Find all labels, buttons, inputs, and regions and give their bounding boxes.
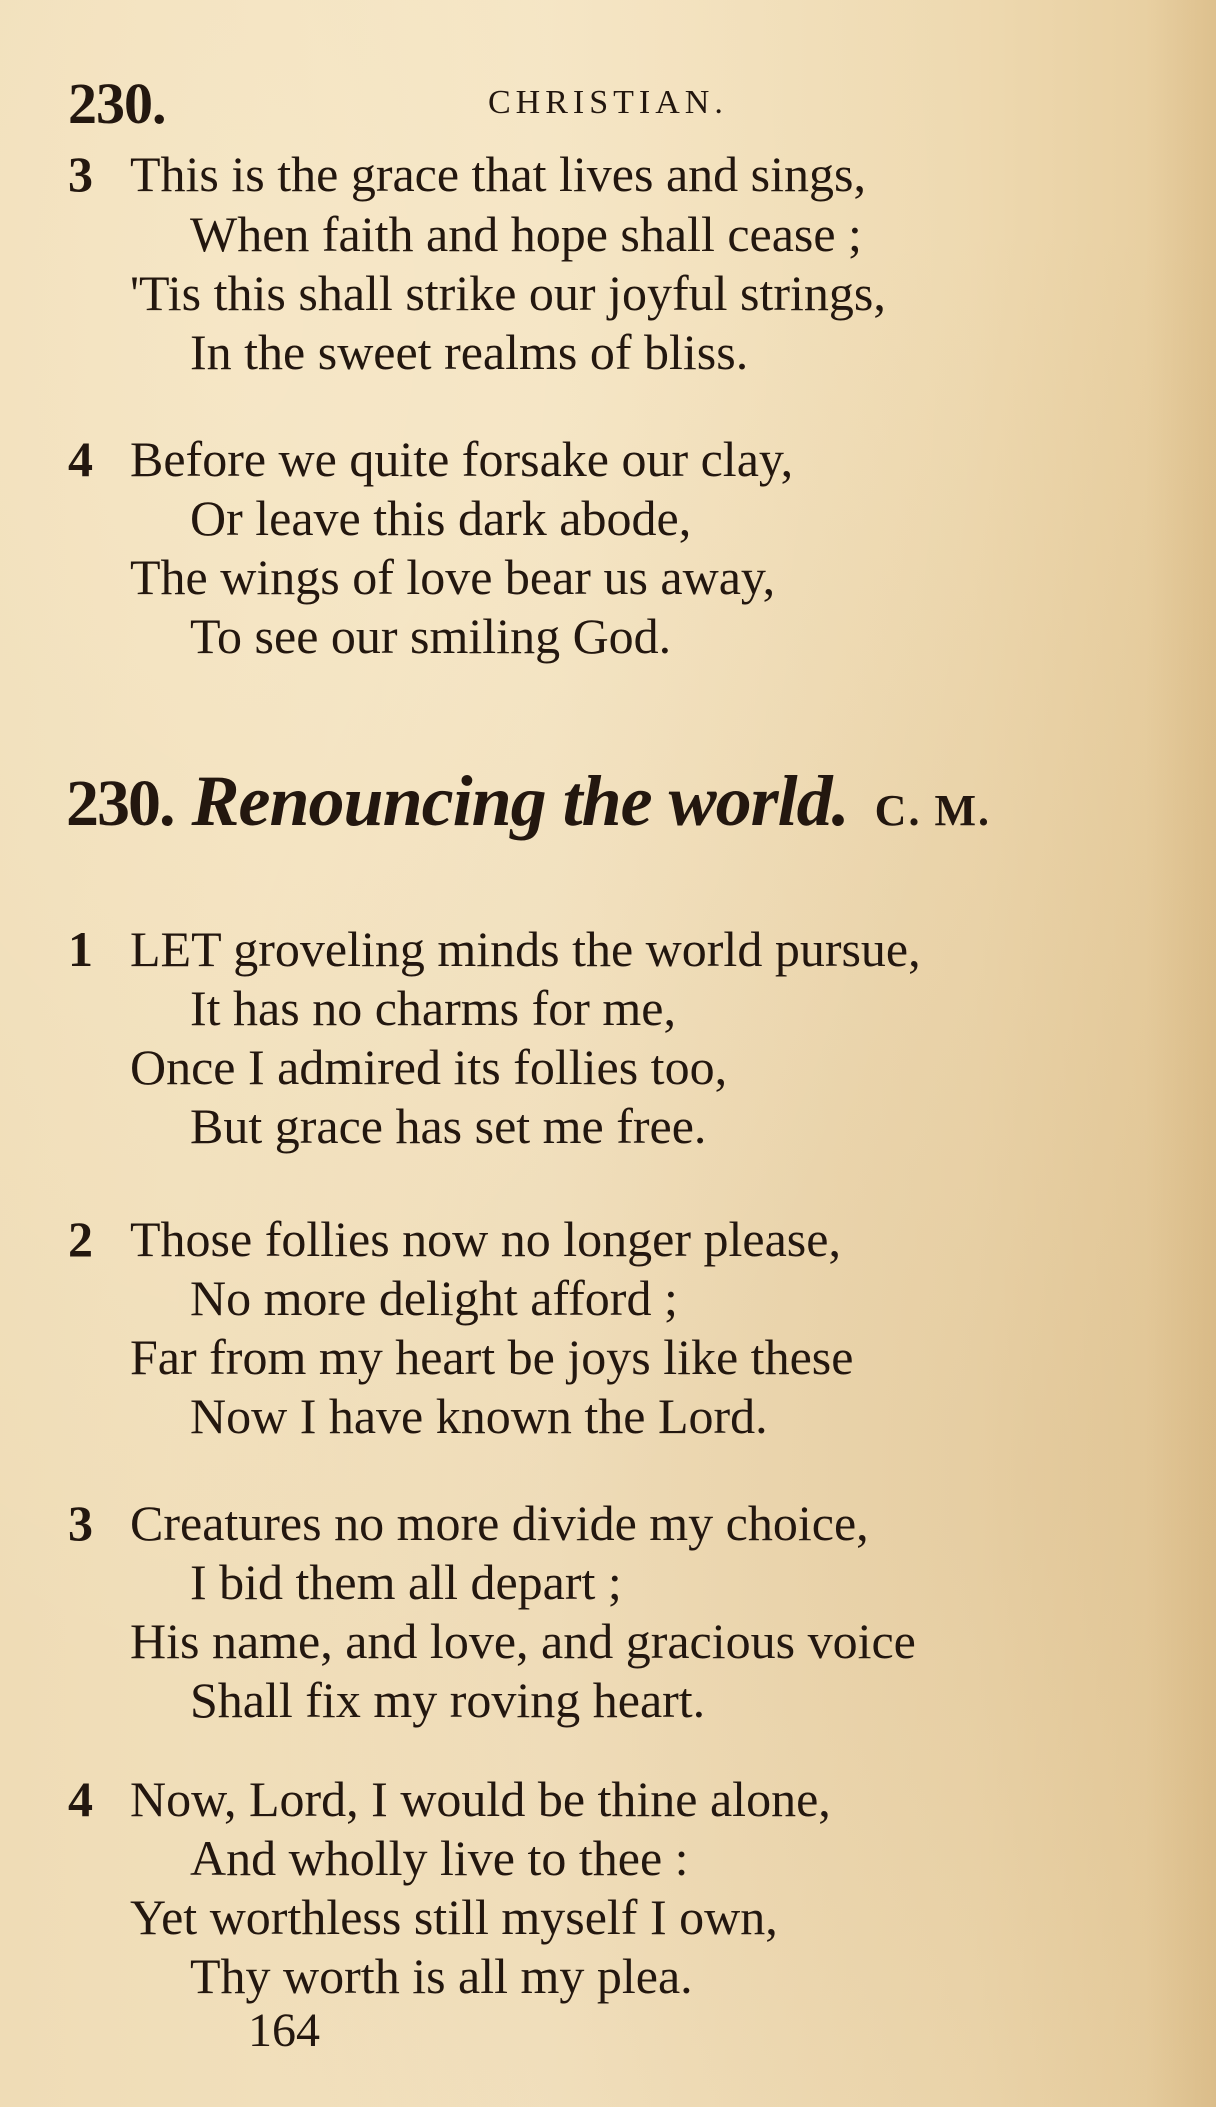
verse-line: The wings of love bear us away, bbox=[130, 549, 776, 605]
verse-line: I bid them all depart ; bbox=[190, 1554, 622, 1610]
hymn-meter: C. M. bbox=[874, 786, 991, 835]
verse-line: Once I admired its follies too, bbox=[130, 1039, 728, 1095]
verse-line: Those follies now no longer please, bbox=[130, 1211, 841, 1267]
verse-line: His name, and love, and gracious voice bbox=[130, 1613, 916, 1669]
verse-line: Yet worthless still myself I own, bbox=[130, 1889, 778, 1945]
verse-number: 4 bbox=[68, 431, 93, 487]
verse-number: 2 bbox=[68, 1211, 93, 1267]
verse-line: Or leave this dark abode, bbox=[190, 490, 692, 546]
verse-line: No more delight afford ; bbox=[190, 1270, 678, 1326]
verse-number: 4 bbox=[68, 1771, 93, 1827]
page-number-top: 230. bbox=[68, 71, 166, 136]
hymn-title: Renouncing the world. bbox=[191, 761, 849, 841]
verse-line: It has no charms for me, bbox=[190, 980, 676, 1036]
running-head bbox=[68, 70, 1168, 140]
verse-line: LET groveling minds the world pursue, bbox=[130, 921, 921, 977]
verse-line: Now, Lord, I would be thine alone, bbox=[130, 1771, 831, 1827]
verse-line: But grace has set me free. bbox=[190, 1098, 707, 1154]
verse-line: This is the grace that lives and sings, bbox=[130, 146, 866, 202]
verse-line: Shall fix my roving heart. bbox=[190, 1672, 706, 1728]
verse-line: Far from my heart be joys like these bbox=[130, 1329, 854, 1385]
verse-line: Thy worth is all my plea. bbox=[190, 1948, 693, 2004]
hymn-number: 230. bbox=[66, 767, 174, 840]
verse-line: When faith and hope shall cease ; bbox=[190, 206, 862, 262]
verse-line: Creatures no more divide my choice, bbox=[130, 1495, 869, 1551]
verse-line: Before we quite forsake our clay, bbox=[130, 431, 794, 487]
page-number-bottom: 164 bbox=[248, 2004, 320, 2057]
verse-number: 3 bbox=[68, 146, 93, 202]
verse-number: 3 bbox=[68, 1495, 93, 1551]
verse-line: And wholly live to thee : bbox=[190, 1830, 689, 1886]
verse-number: 1 bbox=[68, 921, 93, 977]
page-edge-shadow bbox=[1146, 0, 1216, 2107]
verse-line: Now I have known the Lord. bbox=[190, 1388, 768, 1444]
verse-line: In the sweet realms of bliss. bbox=[190, 324, 749, 380]
verse-line: 'Tis this shall strike our joyful strings, bbox=[130, 265, 886, 321]
verse-line: To see our smiling God. bbox=[190, 608, 672, 664]
hymn-heading bbox=[66, 760, 991, 850]
running-title: CHRISTIAN. bbox=[488, 84, 728, 121]
